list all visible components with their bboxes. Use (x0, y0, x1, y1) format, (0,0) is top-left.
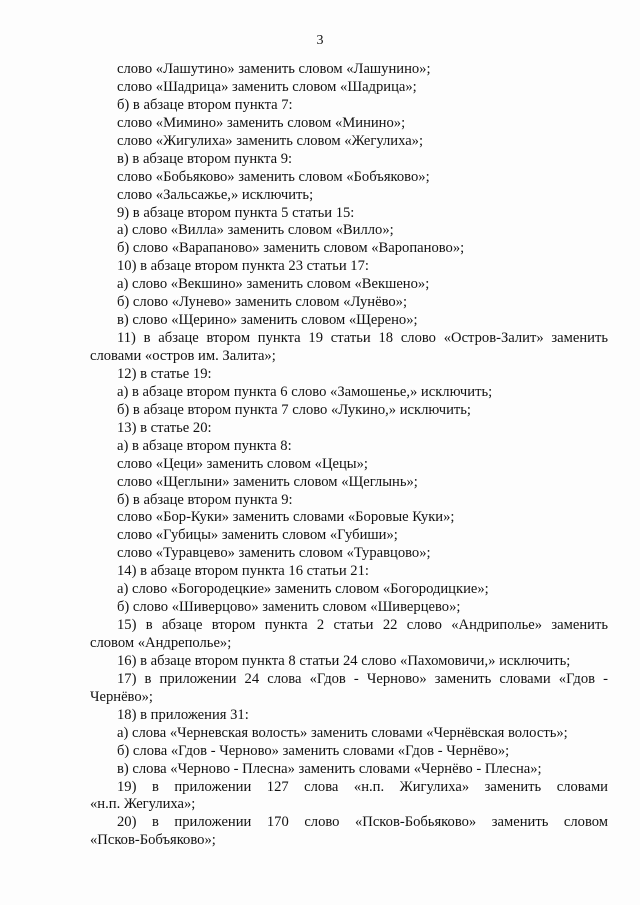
text-line: б) слово «Варапаново» заменить словом «Варопаново»; (117, 240, 465, 257)
text-line: б) слово «Лунево» заменить словом «Лунёво»; (117, 294, 408, 311)
text-line: 20) в приложении 170 слово «Псков-Бобьяково» заменить словом (117, 814, 608, 831)
text-line: слово «Жигулиха» заменить словом «Жегулиха»; (117, 132, 424, 149)
text-line: а) слова «Черневская волость» заменить словами «Чернёвская волость»; (117, 724, 568, 741)
text-line: слово «Бобьяково» заменить словом «Бобъяково»; (117, 168, 430, 185)
text-line: 9) в абзаце втором пункта 5 статьи 15: (117, 204, 355, 221)
text-line: 15) в абзаце втором пункта 2 статьи 22 слово «Андриполье» заменить (117, 617, 608, 634)
text-line: в) слова «Черново - Плесна» заменить словами «Чернёво - Плесна»; (117, 760, 542, 777)
text-line: б) слова «Гдов - Черново» заменить словами «Гдов - Чернёво»; (117, 742, 510, 759)
text-line: а) слово «Векшино» заменить словом «Векшено»; (117, 276, 430, 293)
text-line: 10) в абзаце втором пункта 23 статьи 17: (117, 258, 369, 275)
text-line: 14) в абзаце втором пункта 16 статьи 21: (117, 563, 369, 580)
text-line: словами «остров им. Залита»; (90, 348, 276, 364)
text-line: а) в абзаце втором пункта 6 слово «Замошенье,» исключить; (117, 383, 493, 400)
text-line: в) слово «Щерино» заменить словом «Щерено»; (117, 312, 418, 329)
page-number: 3 (316, 33, 324, 48)
text-line: а) слово «Богородецкие» заменить словом «Богородицкие»; (117, 581, 489, 598)
text-line: слово «Лашутино» заменить словом «Лашунино»; (117, 61, 431, 77)
text-line: слово «Губицы» заменить словом «Губиши»; (117, 527, 398, 544)
text-line: «Псков-Бобъяково»; (90, 832, 216, 849)
text-line: слово «Бор-Куки» заменить словами «Боровые Куки»; (117, 509, 455, 526)
text-line: б) слово «Шиверцово» заменить словом «Шиверцево»; (117, 599, 461, 616)
text-line: б) в абзаце втором пункта 9: (117, 491, 293, 508)
text-line: «н.п. Жегулиха»; (90, 796, 196, 813)
text-line: 19) в приложении 127 слова «н.п. Жигулиха» заменить словами (117, 778, 608, 795)
text-line: б) в абзаце втором пункта 7: (117, 96, 293, 113)
document-body (90, 61, 608, 850)
text-line: слово «Зальсажье,» исключить; (117, 186, 314, 203)
text-line: слово «Шадрица» заменить словом «Шадрица»; (117, 78, 417, 95)
text-line: б) в абзаце втором пункта 7 слово «Лукино,» исключить; (117, 401, 471, 418)
text-line: 12) в статье 19: (117, 365, 212, 382)
text-line: а) слово «Вилла» заменить словом «Вилло»; (117, 222, 394, 239)
text-line: слово «Цеци» заменить словом «Цецы»; (117, 455, 368, 472)
text-line: словом «Андреполье»; (90, 635, 232, 651)
text-line: а) в абзаце втором пункта 8: (117, 437, 292, 454)
text-line: слово «Туравцево» заменить словом «Туравцово»; (117, 545, 431, 562)
text-line: 17) в приложении 24 слова «Гдов - Черново» заменить словами «Гдов - (117, 670, 608, 687)
text-line: слово «Мимино» заменить словом «Минино»; (117, 114, 406, 131)
text-line: 16) в абзаце втором пункта 8 статьи 24 слово «Пахомовичи,» исключить; (117, 652, 571, 669)
text-line: 13) в статье 20: (117, 419, 212, 436)
text-line: 11) в абзаце втором пункта 19 статьи 18 слово «Остров-Залит» заменить (117, 330, 608, 347)
text-line: 18) в приложения 31: (117, 706, 249, 723)
text-line: в) в абзаце втором пункта 9: (117, 150, 293, 167)
text-line: Чернёво»; (90, 688, 153, 705)
text-line: слово «Щеглыни» заменить словом «Щеглынь»; (117, 473, 418, 490)
